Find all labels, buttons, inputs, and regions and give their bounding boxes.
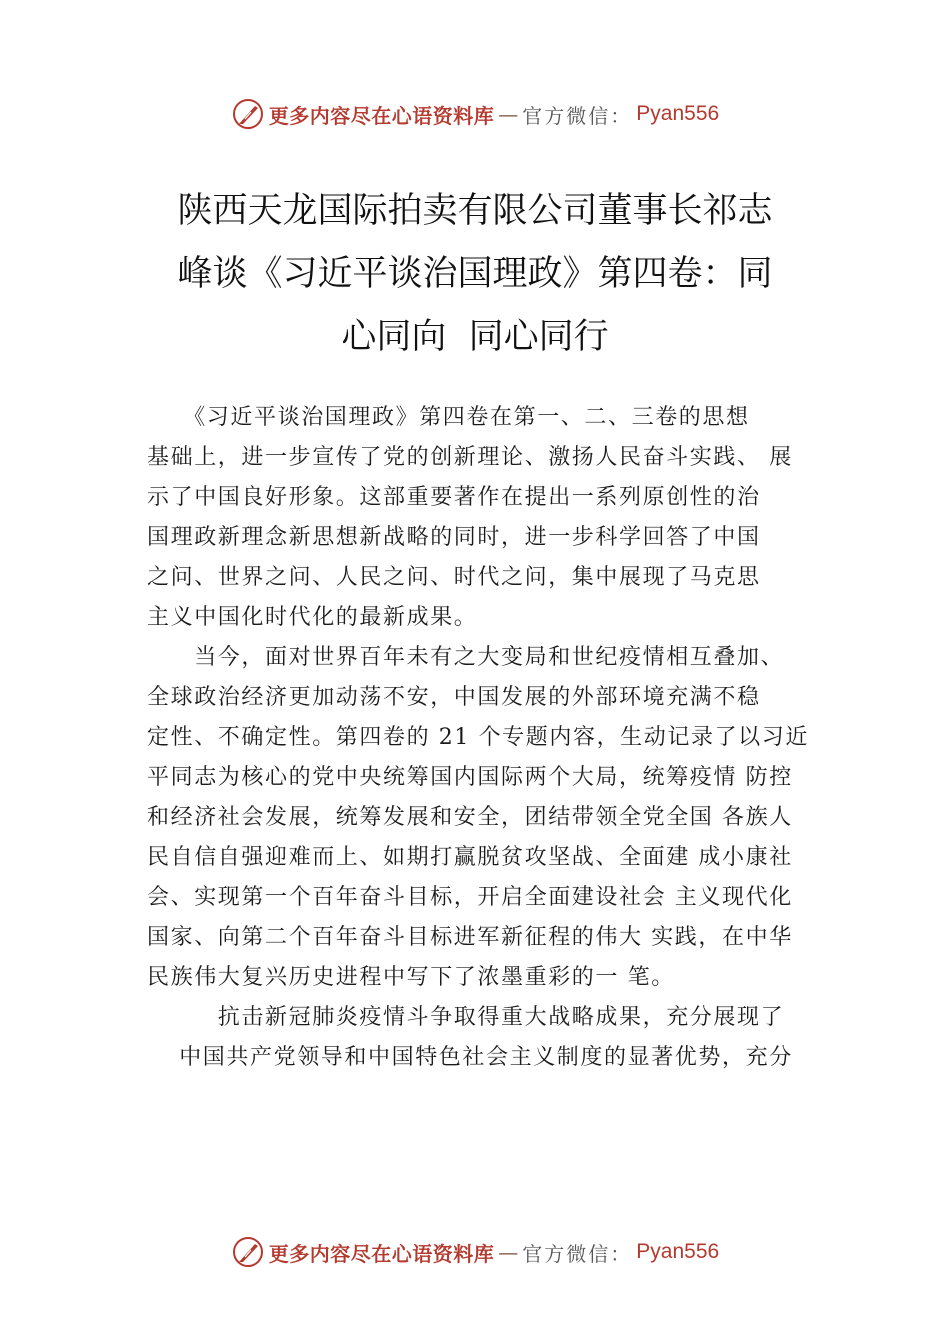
document-title [140,180,810,369]
paragraph-line: 示了中国良好形象。这部重要著作在提出一系列原创性的治 [147,485,761,510]
banner-wechat-label: 官方微信： [522,103,633,128]
paragraph-line: 国理政新理念新思想新战略的同时，进一步科学回答了中国 [147,525,761,550]
paragraph-line: 抗击新冠肺炎疫情斗争取得重大战略成果，充分展现了 [147,1005,785,1030]
paragraph-line: 《习近平谈治国理政》第四卷在第一、二、三卷的思想 [147,405,750,430]
quill-logo-icon [231,97,265,131]
paragraph-line: 定性、不确定性。第四卷的 21 个专题内容，生动记录了以习近 [147,725,809,750]
paragraph-line: 和经济社会发展，统筹发展和安全，团结带领全党全国 各族人 [147,805,793,830]
title-line-3: 心同向 同心同行 [341,317,609,357]
paragraph-line: 全球政治经济更加动荡不安，中国发展的外部环境充满不稳 [147,685,761,710]
banner-dash: — [498,102,519,126]
paragraph-line: 中国共产党领导和中国特色社会主义制度的显著优势，充分 [147,1045,793,1070]
banner-dash: — [498,1240,519,1264]
paragraph-line: 主义中国化时代化的最新成果。 [147,605,478,630]
paragraph-line: 会、实现第一个百年奋斗目标，开启全面建设社会 主义现代化 [147,885,793,910]
paragraph-3 [147,998,837,1078]
paragraph-line: 之问、世界之问、人民之问、时代之问，集中展现了马克思 [147,565,761,590]
paragraph-line: 平同志为核心的党中央统筹国内国际两个大局，统筹疫情 防控 [147,765,793,790]
banner-wechat-id: Pyan556 [636,102,720,125]
title-line-2: 峰谈《习近平谈治国理政》第四卷：同 [177,254,773,294]
paragraph-line: 基础上，进一步宣传了党的创新理论、激扬人民奋斗实践、 展 [147,445,793,470]
header-banner [0,94,950,134]
paragraph-line: 民族伟大复兴历史进程中写下了浓墨重彩的一 笔。 [147,965,675,990]
quill-logo-icon [231,1235,265,1269]
banner-wechat-label: 官方微信： [522,1241,633,1266]
title-line-1: 陕西天龙国际拍卖有限公司董事长祁志 [177,191,773,231]
paragraph-2 [147,638,837,998]
paragraph-line: 当今，面对世界百年未有之大变局和世纪疫情相互叠加、 [147,645,785,670]
footer-banner [0,1232,950,1272]
paragraph-line: 国家、向第二个百年奋斗目标进军新征程的伟大 实践，在中华 [147,925,793,950]
banner-wechat-id: Pyan556 [636,1240,720,1263]
paragraph-line: 民自信自强迎难而上、如期打赢脱贫攻坚战、全面建 成小康社 [147,845,793,870]
banner-red-text: 更多内容尽在心语资料库 [268,1241,495,1266]
paragraph-1 [147,398,837,638]
document-body [147,398,837,1078]
banner-red-text: 更多内容尽在心语资料库 [268,103,495,128]
